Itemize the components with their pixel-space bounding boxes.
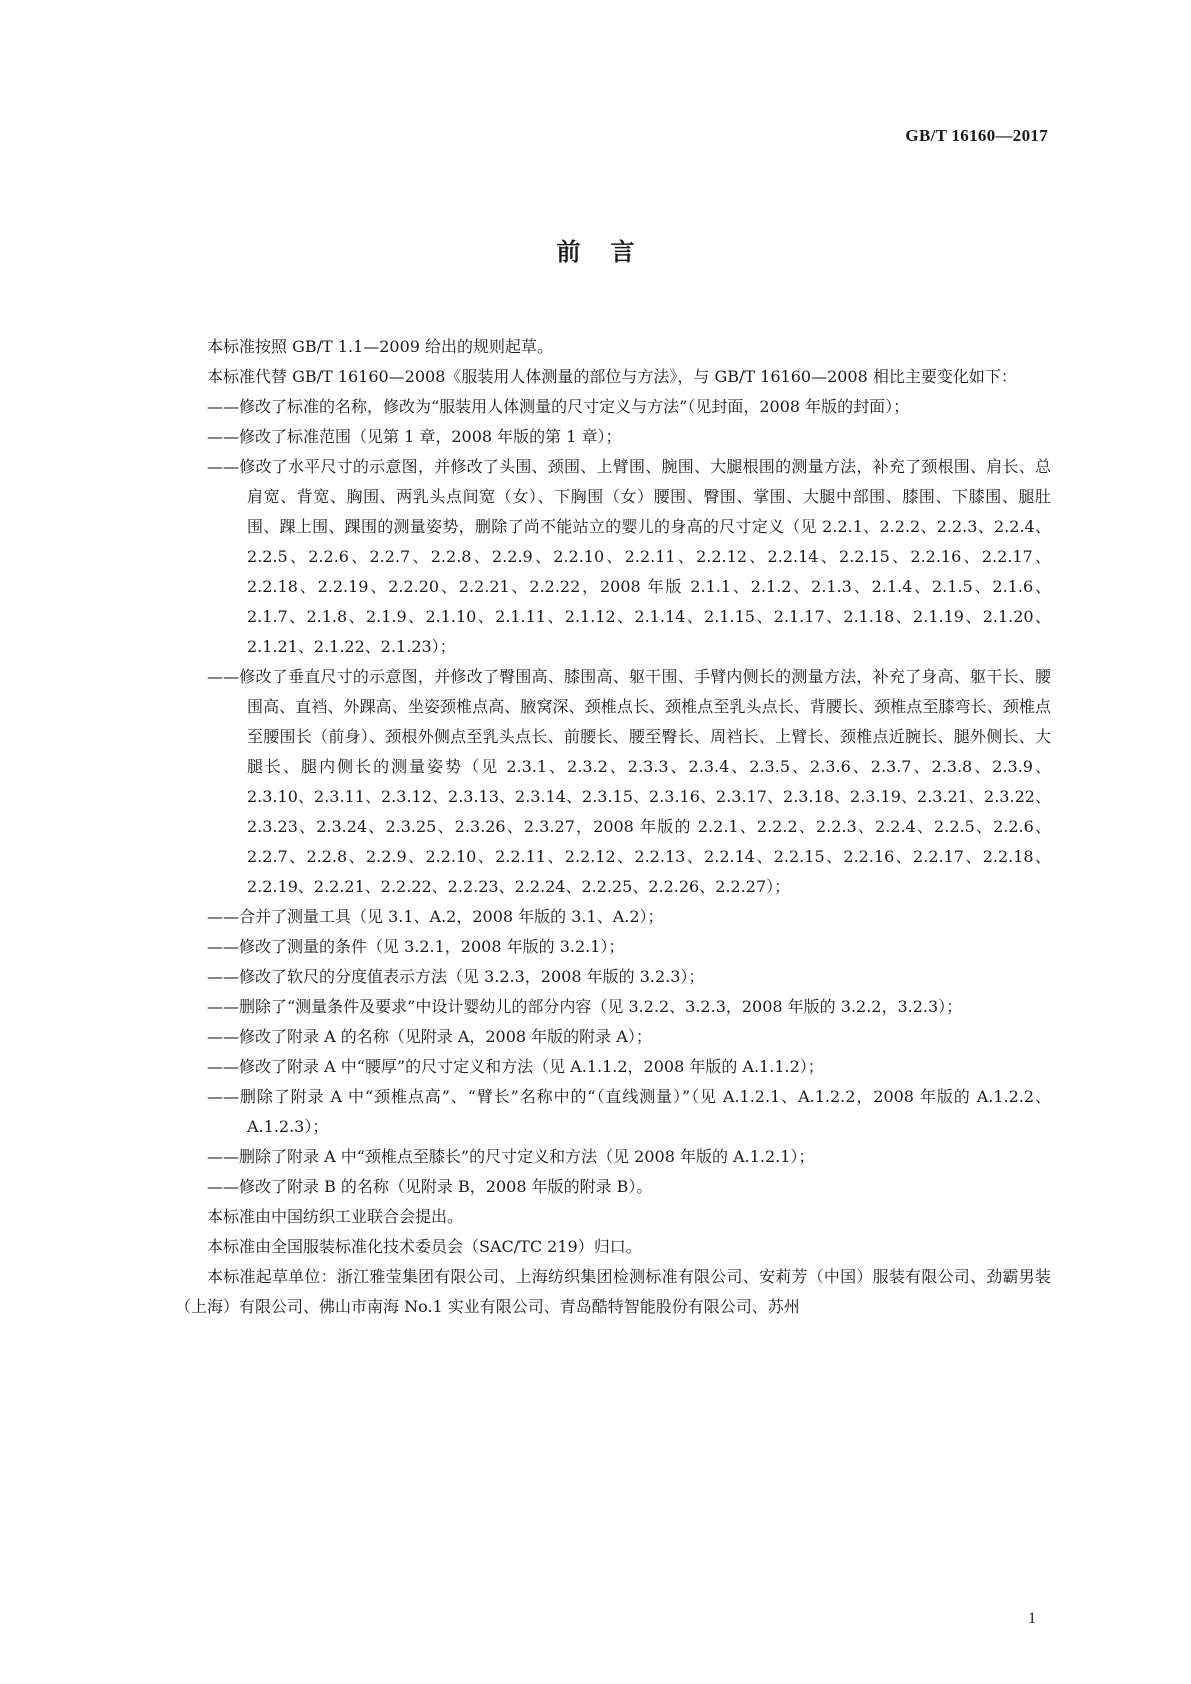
list-item: ——修改了附录 A 的名称（见附录 A，2008 年版的附录 A）； bbox=[207, 1027, 652, 1046]
list-item: ——删除了“测量条件及要求”中设计婴幼儿的部分内容（见 3.2.2、3.2.3，2008 年版的 3.2.2，3.2.3）； bbox=[207, 997, 963, 1016]
list-item: ——删除了附录 A 中“颈椎点高”、“臂长”名称中的“（直线测量）”（见 A.1.2.1、A.1.2.2，2008 年版的 A.1.2.2、A.1.2.3）； bbox=[207, 1087, 1051, 1136]
list-item: ——合并了测量工具（见 3.1、A.2，2008 年版的 3.1、A.2）； bbox=[207, 907, 664, 926]
list-item: ——修改了标准范围（见第 1 章，2008 年版的第 1 章）； bbox=[207, 427, 622, 446]
list-item: ——修改了附录 B 的名称（见附录 B，2008 年版的附录 B）。 bbox=[207, 1177, 653, 1196]
list-item: ——修改了垂直尺寸的示意图，并修改了臀围高、膝围高、躯干围、手臂内侧长的测量方法，补充了身高、躯干长、腰围高、直裆、外踝高、坐姿颈椎点高、腋窝深、颈椎点长、颈椎点至乳头点长、背腰长、颈椎点至膝弯长、颈椎点至腰围长（前身）、颈根外侧点至乳头点长、前腰长、腰至臀长、周裆长、上臂长、颈椎点近腕长、腿外侧长、大腿长、腿内侧长的测量姿势（见 2.3.1、2.3.2、2.3.3、2.3.4、2.3.5、2.3.6、2.3.7、2.3.8、2.3.9、2.3.10、2.3.11、2.3.12、2.3.13、2.3.14、2.3.15、2.3.16、2.3.17、2.3.18、2.3.19、2.3.21、2.3.22、2.3.23、2.3.24、2.3.25、2.3.26、2.3.27，2008 年版的 2.2.1、2.2.2、2.2.3、2.2.4、2.2.5、2.2.6、2.2.7、2.2.8、2.2.9、2.2.10、2.2.11、2.2.12、2.2.13、2.2.14、2.2.15、2.2.16、2.2.17、2.2.18、2.2.19、2.2.21、2.2.22、2.2.23、2.2.24、2.2.25、2.2.26、2.2.27）； bbox=[207, 667, 1051, 896]
list-item: ——修改了标准的名称，修改为“服装用人体测量的尺寸定义与方法”（见封面，2008 年版的封面）； bbox=[207, 397, 910, 416]
paragraph: 本标准按照 GB/T 1.1—2009 给出的规则起草。 bbox=[207, 337, 554, 356]
list-item: ——修改了水平尺寸的示意图，并修改了头围、颈围、上臂围、腕围、大腿根围的测量方法，补充了颈根围、肩长、总肩宽、背宽、胸围、两乳头点间宽（女）、下胸围（女）腰围、臀围、掌围、大腿中部围、膝围、下膝围、腿肚围、踝上围、踝围的测量姿势，删除了尚不能站立的婴儿的身高的尺寸定义（见 2.2.1、2.2.2、2.2.3、2.2.4、2.2.5、2.2.6、2.2.7、2.2.8、2.2.9、2.2.10、2.2.11、2.2.12、2.2.14、2.2.15、2.2.16、2.2.17、2.2.18、2.2.19、2.2.20、2.2.21、2.2.22，2008 年版 2.1.1、2.1.2、2.1.3、2.1.4、2.1.5、2.1.6、2.1.7、2.1.8、2.1.9、2.1.10、2.1.11、2.1.12、2.1.14、2.1.15、2.1.17、2.1.18、2.1.19、2.1.20、2.1.21、2.1.22、2.1.23）； bbox=[207, 457, 1051, 656]
paragraph: 本标准由中国纺织工业联合会提出。 bbox=[207, 1207, 464, 1226]
paragraph: 本标准由全国服装标准化技术委员会（SAC/TC 219）归口。 bbox=[207, 1237, 642, 1256]
page-title: 前言 bbox=[556, 238, 665, 266]
page-number: 1 bbox=[1028, 1610, 1036, 1627]
list-item: ——修改了软尺的分度值表示方法（见 3.2.3，2008 年版的 3.2.3）； bbox=[207, 967, 705, 986]
list-item: ——修改了测量的条件（见 3.2.1，2008 年版的 3.2.1）； bbox=[207, 937, 625, 956]
paragraph: 本标准起草单位：浙江雅莹集团有限公司、上海纺织集团检测标准有限公司、安莉芳（中国）服装有限公司、劲霸男装（上海）有限公司、佛山市南海 No.1 实业有限公司、青岛酷特智能股份有限公司、苏州 bbox=[175, 1267, 1051, 1316]
paragraph: 本标准代替 GB/T 16160—2008《服装用人体测量的部位与方法》，与 GB/T 16160—2008 相比主要变化如下： bbox=[207, 367, 1017, 386]
list-item: ——删除了附录 A 中“颈椎点至膝长”的尺寸定义和方法（见 2008 年版的 A.1.2.1）； bbox=[207, 1147, 815, 1166]
list-item: ——修改了附录 A 中“腰厚”的尺寸定义和方法（见 A.1.1.2，2008 年版的 A.1.1.2）； bbox=[207, 1057, 824, 1076]
standard-code: GB/T 16160—2017 bbox=[905, 126, 1048, 145]
document-body bbox=[175, 332, 1051, 1322]
